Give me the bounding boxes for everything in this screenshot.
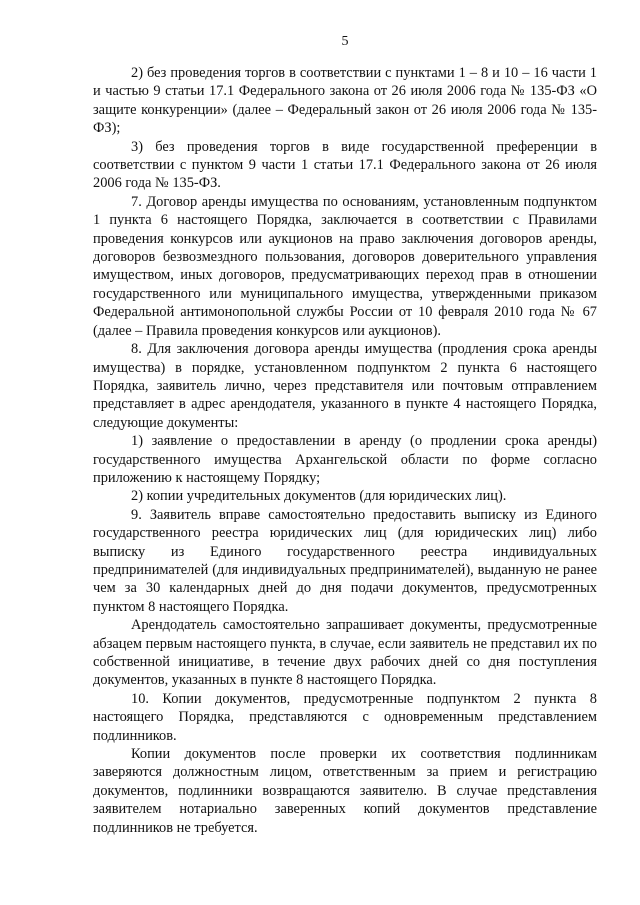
paragraph-subitem-3: 3) без проведения торгов в виде государственной преференции в соответствии с пунктом 9 части 1 статьи 17.1 Федерального закона от 26 июля 2006 года № 135-ФЗ. xyxy=(93,138,597,192)
paragraph-subitem-2: 2) без проведения торгов в соответствии с пунктами 1 – 8 и 10 – 16 части 1 и частью 9 статьи 17.1 Федерального закона от 26 июля 2006 года № 135-ФЗ «О защите конкуренции» (далее – Федеральный закон от 26 июля 2006 года № 135-ФЗ); xyxy=(93,65,597,137)
paragraph-clause-8-item-1: 1) заявление о предоставлении в аренду (о продлении срока аренды) государственного имущества Архангельской области по форме согласно приложению к настоящему Порядку; xyxy=(93,433,597,486)
paragraph-clause-8: 8. Для заключения договора аренды имущества (продления срока аренды имущества) в порядке, установленном подпунктом 2 пункта 6 настоящего Порядка, заявитель лично, через представителя или почтовым отправлением представляет в адрес арендодателя, указанного в пункте 4 настоящего Порядка, следующие документы: xyxy=(93,341,597,431)
paragraph-clause-10-second: Копии документов после проверки их соответствия подлинникам заверяются должностным лицом, ответственным за прием и регистрацию документов, подлинники возвращаются заявителю. В случае представления заявителем нотариально заверенных копий документов представление подлинников не требуется. xyxy=(93,746,597,836)
paragraph-clause-7: 7. Договор аренды имущества по основаниям, установленным подпунктом 1 пункта 6 настоящего Порядка, заключается в соответствии с Правилами проведения конкурсов или аукционов на право заключения договоров аренды, договоров безвозмездного пользования, договоров доверительного управления имуществом, иных договоров, предусматривающих переход прав в отношении государственного или муниципального имущества, утвержденными приказом Федеральной антимонопольной службы России от 10 февраля 2010 года № 67 (далее – Правила проведения конкурсов или аукционов). xyxy=(93,193,597,339)
page-number: 5 xyxy=(341,34,349,49)
paragraph-clause-9-second: Арендодатель самостоятельно запрашивает документы, предусмотренные абзацем первым настоящего пункта, в случае, если заявитель не представил их по собственной инициативе, в течение двух рабочих дней со дня поступления документов, указанных в пункте 8 настоящего Порядка. xyxy=(93,617,597,689)
paragraph-clause-8-item-2: 2) копии учредительных документов (для юридических лиц). xyxy=(131,488,507,505)
document-body xyxy=(93,64,597,837)
paragraph-clause-9: 9. Заявитель вправе самостоятельно предоставить выписку из Единого государственного реестра юридических лиц (для юридических лиц) либо выписку из Единого государственного реестра индивидуальных предпринимателей (для индивидуальных предпринимателей), выданную не ранее чем за 30 календарных дней до дня подачи документов, предусмотренных пунктом 8 настоящего Порядка. xyxy=(93,506,597,615)
paragraph-clause-10: 10. Копии документов, предусмотренные подпунктом 2 пункта 8 настоящего Порядка, представляются с одновременным представлением подлинников. xyxy=(93,690,597,744)
